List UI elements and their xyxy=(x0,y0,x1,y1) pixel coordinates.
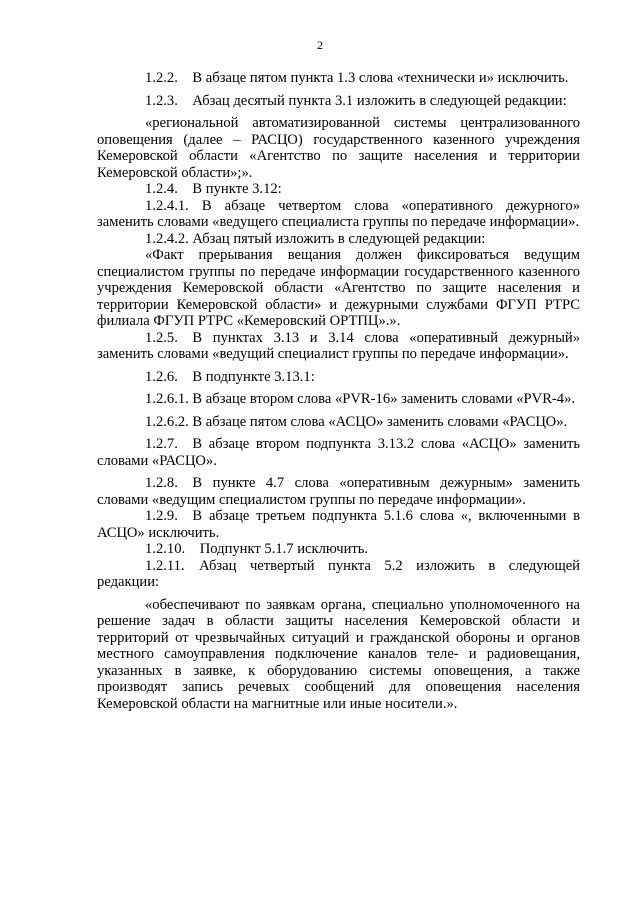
quoted-paragraph-rasco-definition: «региональной автоматизированной системы централизованного оповещения (далее – РАСЦО) государственного казенного учреждения Кемеровской области «Агентство по защите населения и территории Кемеровской области»;». xyxy=(97,115,580,181)
paragraph-1-2-8: 1.2.8. В пункте 4.7 слова «оперативным дежурным» заменить словами «ведущим специалистом группы по передаче информации». xyxy=(97,475,580,508)
page-number: 2 xyxy=(317,38,323,52)
document-body xyxy=(97,70,580,712)
quoted-paragraph-broadcast-interruption: «Факт прерывания вещания должен фиксироваться ведущим специалистом группы по передаче информации государственного казенного учреждения Кемеровской области «Агентство по защите населения и территории Кемеровской области» и дежурными службами ФГУП РТРС филиала ФГУП РТРС «Кемеровский ОРТПЦ».». xyxy=(97,247,580,329)
paragraph-1-2-4-1: 1.2.4.1. В абзаце четвертом слова «оперативного дежурного» заменить словами «ведущего специалиста группы по передаче информации». xyxy=(97,197,580,230)
paragraph-1-2-4-2: 1.2.4.2. Абзац пятый изложить в следующей редакции: xyxy=(145,230,486,247)
paragraph-1-2-6-2: 1.2.6.2. В абзаце пятом слова «АСЦО» заменить словами «РАСЦО». xyxy=(145,413,568,430)
paragraph-1-2-2: 1.2.2. В абзаце пятом пункта 1.3 слова «технически и» исключить. xyxy=(145,70,569,86)
quoted-paragraph-notification-duties: «обеспечивают по заявкам органа, специально уполномоченного на решение задач в области защиты населения Кемеровской области и территорий от чрезвычайных ситуаций и гражданской обороны и органов местного самоуправления подключение каналов теле- и радиовещания, указанных в заявке, к оборудованию системы оповещения, а также производят запись речевых сообщений для оповещения населения Кемеровской области на магнитные или иные носители.». xyxy=(97,596,580,712)
paragraph-1-2-10: 1.2.10. Подпункт 5.1.7 исключить. xyxy=(145,541,369,557)
paragraph-1-2-3: 1.2.3. Абзац десятый пункта 3.1 изложить в следующей редакции: xyxy=(145,92,567,109)
paragraph-1-2-9: 1.2.9. В абзаце третьем подпункта 5.1.6 слова «, включенными в АСЦО» исключить. xyxy=(97,508,580,541)
paragraph-1-2-7: 1.2.7. В абзаце втором подпункта 3.13.2 слова «АСЦО» заменить словами «РАСЦО». xyxy=(97,436,580,469)
paragraph-1-2-6: 1.2.6. В подпункте 3.13.1: xyxy=(145,368,315,385)
paragraph-1-2-11: 1.2.11. Абзац четвертый пункта 5.2 изложить в следующей редакции: xyxy=(97,557,580,590)
paragraph-1-2-6-1: 1.2.6.1. В абзаце втором слова «PVR-16» заменить словами «PVR-4». xyxy=(145,391,576,407)
paragraph-1-2-4: 1.2.4. В пункте 3.12: xyxy=(145,181,282,197)
paragraph-1-2-5: 1.2.5. В пунктах 3.13 и 3.14 слова «оперативный дежурный» заменить словами «ведущий специалист группы по передаче информации». xyxy=(97,329,580,362)
